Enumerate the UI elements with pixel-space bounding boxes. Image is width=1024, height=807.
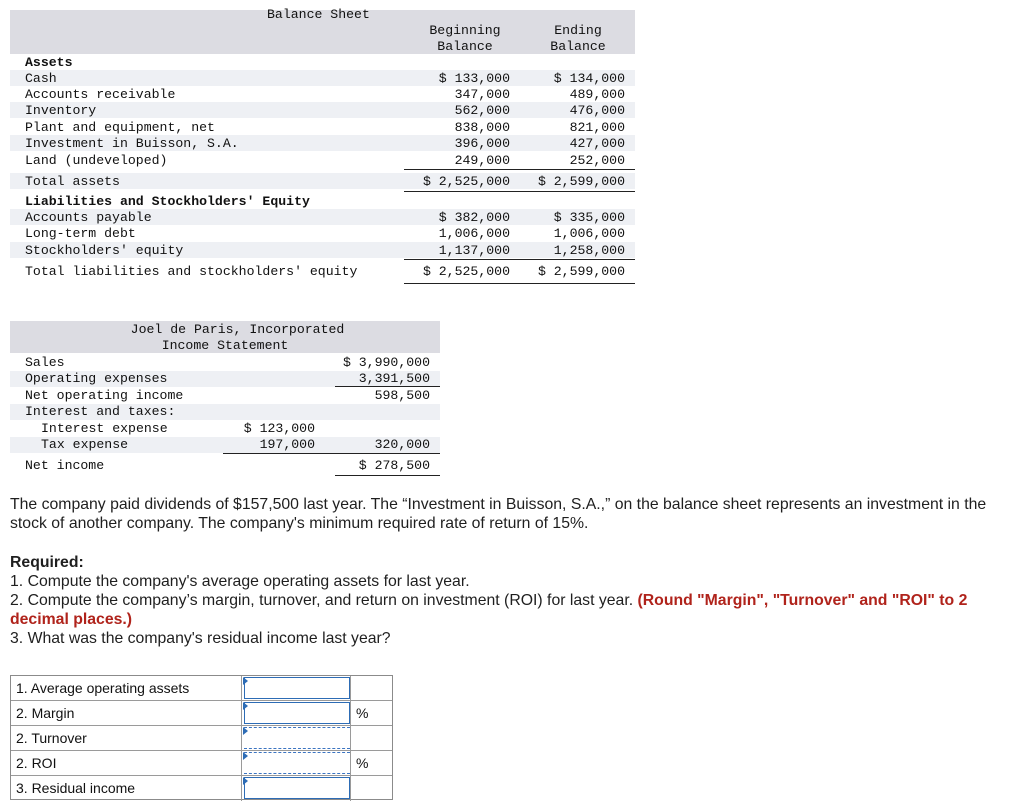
- answer-cell: [241, 701, 351, 726]
- liability-label: Long-term debt: [25, 226, 136, 241]
- required-heading: Required:: [10, 554, 84, 571]
- liability-label: Stockholders' equity: [25, 243, 184, 258]
- subtotal-rule: [223, 453, 440, 454]
- answer-label: 2. Margin: [16, 705, 75, 721]
- beginning-balance-heading-1: Beginning: [429, 23, 501, 38]
- requirement-2-text: 2. Compute the company’s margin, turnover, and return on investment (ROI) for last year.: [10, 592, 634, 609]
- answer-cell: [241, 676, 351, 701]
- net-operating-income-label: Net operating income: [25, 388, 184, 403]
- input-marker-icon: [243, 777, 248, 785]
- asset-ending: 252,000: [569, 153, 625, 168]
- asset-ending: 476,000: [569, 103, 625, 118]
- answer-row-turnover: [11, 726, 392, 751]
- liability-ending: $ 335,000: [553, 210, 625, 225]
- asset-label: Land (undeveloped): [25, 153, 168, 168]
- residual-income-input[interactable]: [244, 777, 350, 799]
- input-marker-icon: [243, 677, 248, 685]
- interest-taxes-heading: Interest and taxes:: [25, 404, 176, 419]
- tax-expense-label: Tax expense: [41, 437, 129, 452]
- interest-taxes-total: 320,000: [374, 437, 430, 452]
- answer-table: [10, 675, 393, 800]
- liability-beginning: 1,137,000: [438, 243, 510, 258]
- liabilities-heading: Liabilities and Stockholders' Equity: [25, 194, 310, 209]
- total-assets-beginning: $ 2,525,000: [422, 174, 510, 189]
- asset-beginning: 396,000: [454, 136, 510, 151]
- asset-label: Investment in Buisson, S.A.: [25, 136, 239, 151]
- net-income-value: $ 278,500: [358, 458, 430, 473]
- asset-ending: 427,000: [569, 136, 625, 151]
- asset-label: Plant and equipment, net: [25, 120, 215, 135]
- asset-beginning: 562,000: [454, 103, 510, 118]
- ending-balance-heading-1: Ending: [554, 23, 602, 38]
- average-operating-assets-input[interactable]: [244, 677, 350, 699]
- percent-unit: %: [356, 705, 369, 721]
- answer-row-roi: [11, 751, 392, 776]
- input-marker-icon: [243, 727, 248, 735]
- answer-row-average-operating-assets: [11, 676, 392, 701]
- ending-balance-heading-2: Balance: [550, 39, 606, 54]
- asset-label: Inventory: [25, 103, 97, 118]
- margin-input[interactable]: [244, 702, 350, 724]
- liability-beginning: 1,006,000: [438, 226, 510, 241]
- interest-expense-label: Interest expense: [41, 421, 168, 436]
- sales-label: Sales: [25, 355, 65, 370]
- answer-cell: [241, 776, 351, 801]
- total-liabilities-ending: $ 2,599,000: [537, 264, 625, 279]
- sales-value: $ 3,990,000: [342, 355, 430, 370]
- total-rule: [335, 475, 440, 476]
- total-rule: [404, 283, 635, 284]
- liability-beginning: $ 382,000: [438, 210, 510, 225]
- total-assets-label: Total assets: [25, 174, 120, 189]
- interest-expense-value: $ 123,000: [243, 421, 315, 436]
- balance-sheet-title: Balance Sheet: [267, 7, 370, 22]
- operating-expenses-value: 3,391,500: [358, 371, 430, 386]
- operating-expenses-label: Operating expenses: [25, 371, 168, 386]
- problem-paragraph: The company paid dividends of $157,500 last year. The “Investment in Buisson, S.A.,” on the balance sheet represents an investment in the stock of another company. The company's minimum required rate of return of 15%.: [10, 496, 987, 532]
- income-statement-title: Income Statement: [161, 338, 289, 353]
- turnover-input[interactable]: [244, 727, 350, 749]
- requirement-1: 1. Compute the company's average operating assets for last year.: [10, 573, 470, 590]
- total-liabilities-beginning: $ 2,525,000: [422, 264, 510, 279]
- subtotal-rule: [404, 259, 635, 260]
- beginning-balance-heading-2: Balance: [437, 39, 493, 54]
- answer-row-residual-income: [11, 776, 392, 801]
- subtotal-rule: [335, 386, 440, 387]
- answer-label: 3. Residual income: [16, 780, 136, 796]
- net-income-label: Net income: [25, 458, 105, 473]
- percent-unit: %: [356, 755, 369, 771]
- total-liabilities-label: Total liabilities and stockholders' equity: [25, 264, 358, 279]
- tax-expense-value: 197,000: [259, 437, 315, 452]
- requirement-3: 3. What was the company's residual income last year?: [10, 630, 391, 647]
- net-operating-income-value: 598,500: [374, 388, 430, 403]
- asset-beginning: $ 133,000: [438, 71, 510, 86]
- assets-heading: Assets: [25, 55, 73, 70]
- answer-cell: [241, 751, 351, 776]
- answer-label: 2. ROI: [16, 755, 57, 771]
- liability-ending: 1,006,000: [553, 226, 625, 241]
- company-name: Joel de Paris, Incorporated: [130, 322, 345, 337]
- answer-cell: [241, 726, 351, 751]
- asset-beginning: 347,000: [454, 87, 510, 102]
- roi-input[interactable]: [244, 752, 350, 774]
- asset-ending: 821,000: [569, 120, 625, 135]
- answer-label: 2. Turnover: [16, 730, 87, 746]
- input-marker-icon: [243, 752, 248, 760]
- total-assets-ending: $ 2,599,000: [537, 174, 625, 189]
- liability-ending: 1,258,000: [553, 243, 625, 258]
- input-marker-icon: [243, 702, 248, 710]
- requirement-2: [10, 591, 1015, 629]
- asset-label: Cash: [25, 71, 57, 86]
- asset-ending: $ 134,000: [553, 71, 625, 86]
- subtotal-rule: [404, 169, 635, 170]
- asset-beginning: 838,000: [454, 120, 510, 135]
- asset-label: Accounts receivable: [25, 87, 176, 102]
- total-rule: [404, 191, 635, 192]
- asset-beginning: 249,000: [454, 153, 510, 168]
- answer-row-margin: [11, 701, 392, 726]
- answer-label: 1. Average operating assets: [16, 680, 190, 696]
- rounding-note: (Round "Margin", "Turnover" and "ROI" to 2 decimal places.): [10, 592, 968, 628]
- liability-label: Accounts payable: [25, 210, 152, 225]
- asset-ending: 489,000: [569, 87, 625, 102]
